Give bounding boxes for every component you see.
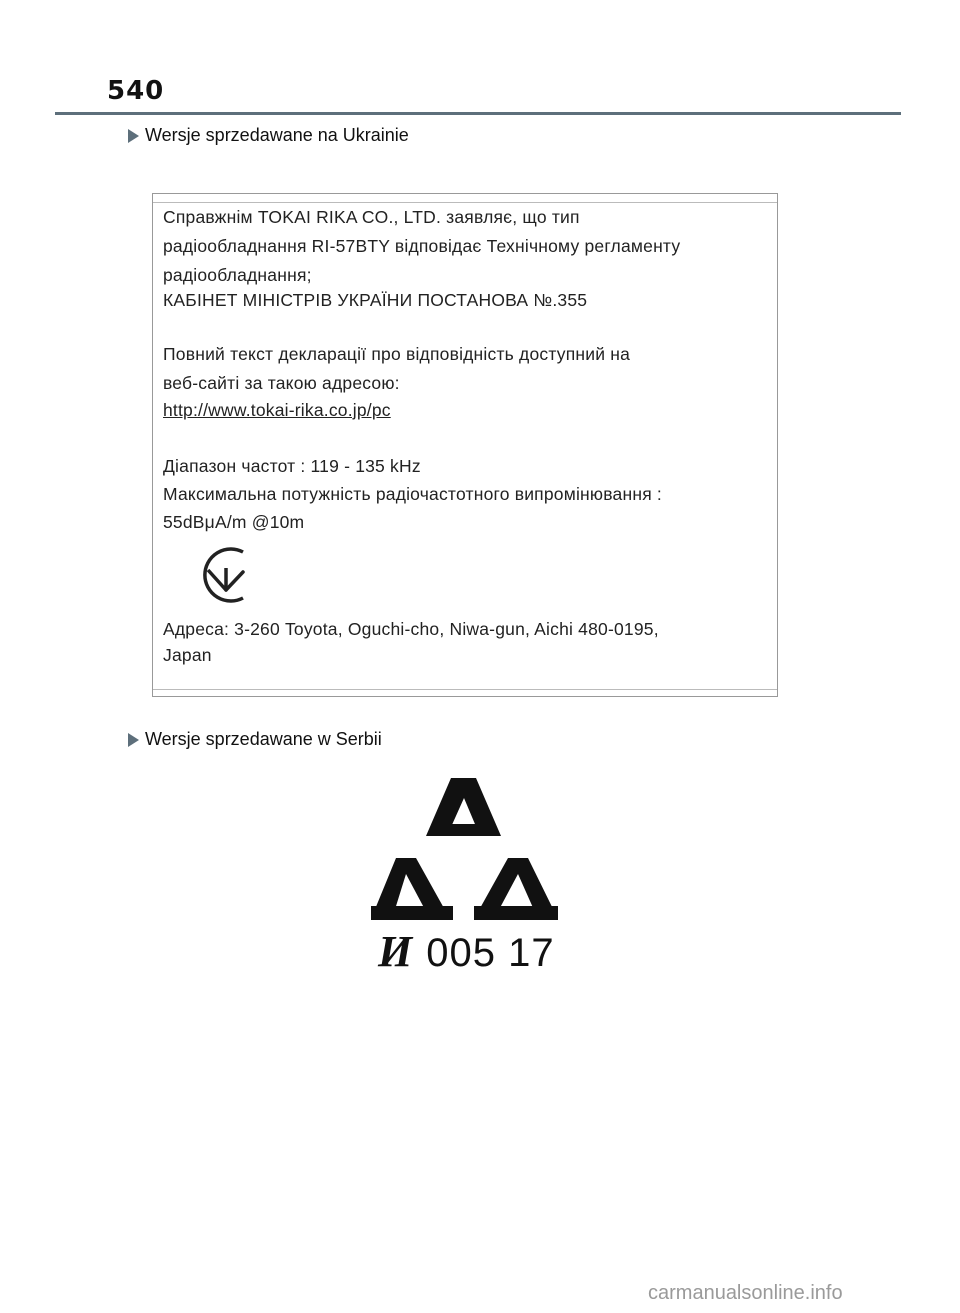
serbia-mark-code bbox=[378, 926, 555, 977]
declaration-line: Діапазон частот : 119 - 135 kHz bbox=[163, 456, 421, 476]
serbia-mark-number: 005 17 bbox=[426, 931, 555, 975]
declaration-line: радіообладнання; bbox=[163, 265, 312, 285]
serbia-mark-letter: И bbox=[378, 927, 413, 976]
declaration-line: Japan bbox=[163, 645, 212, 665]
section-heading-serbia bbox=[128, 729, 382, 750]
triangle-right-icon bbox=[128, 733, 139, 747]
declaration-line: радіообладнання RI-57BTY відповідає Технічному регламенту bbox=[163, 236, 681, 256]
declaration-line: Адреса: 3-260 Toyota, Oguchi-cho, Niwa-gun, Aichi 480-0195, bbox=[163, 619, 659, 639]
serbia-conformity-triangle-icon bbox=[368, 774, 560, 924]
declaration-box bbox=[152, 193, 778, 697]
declaration-line: КАБІНЕТ МІНІСТРІВ УКРАЇНИ ПОСТАНОВА №.355 bbox=[163, 290, 588, 310]
declaration-line: Повний текст декларації про відповідність доступний на bbox=[163, 344, 631, 364]
declaration-line: Максимальна потужність радіочастотного випромінювання : bbox=[163, 484, 662, 504]
declaration-url[interactable]: http://www.tokai-rika.co.jp/pc bbox=[163, 400, 391, 420]
watermark: carmanualsonline.info bbox=[648, 1282, 843, 1304]
ukraine-conformity-mark-icon bbox=[193, 542, 255, 608]
header-divider bbox=[55, 112, 901, 115]
section-heading-ukraine bbox=[128, 125, 409, 146]
section-heading-ukraine-text: Wersje sprzedawane na Ukrainie bbox=[145, 125, 409, 145]
declaration-line: Справжнім TOKAI RIKA CO., LTD. заявляє, що тип bbox=[163, 207, 580, 227]
section-heading-serbia-text: Wersje sprzedawane w Serbii bbox=[145, 729, 382, 749]
declaration-line: веб-сайті за такою адресою: bbox=[163, 373, 400, 393]
declaration-line: 55dBμA/m @10m bbox=[163, 512, 305, 532]
page-number: 540 bbox=[107, 76, 165, 106]
triangle-right-icon bbox=[128, 129, 139, 143]
